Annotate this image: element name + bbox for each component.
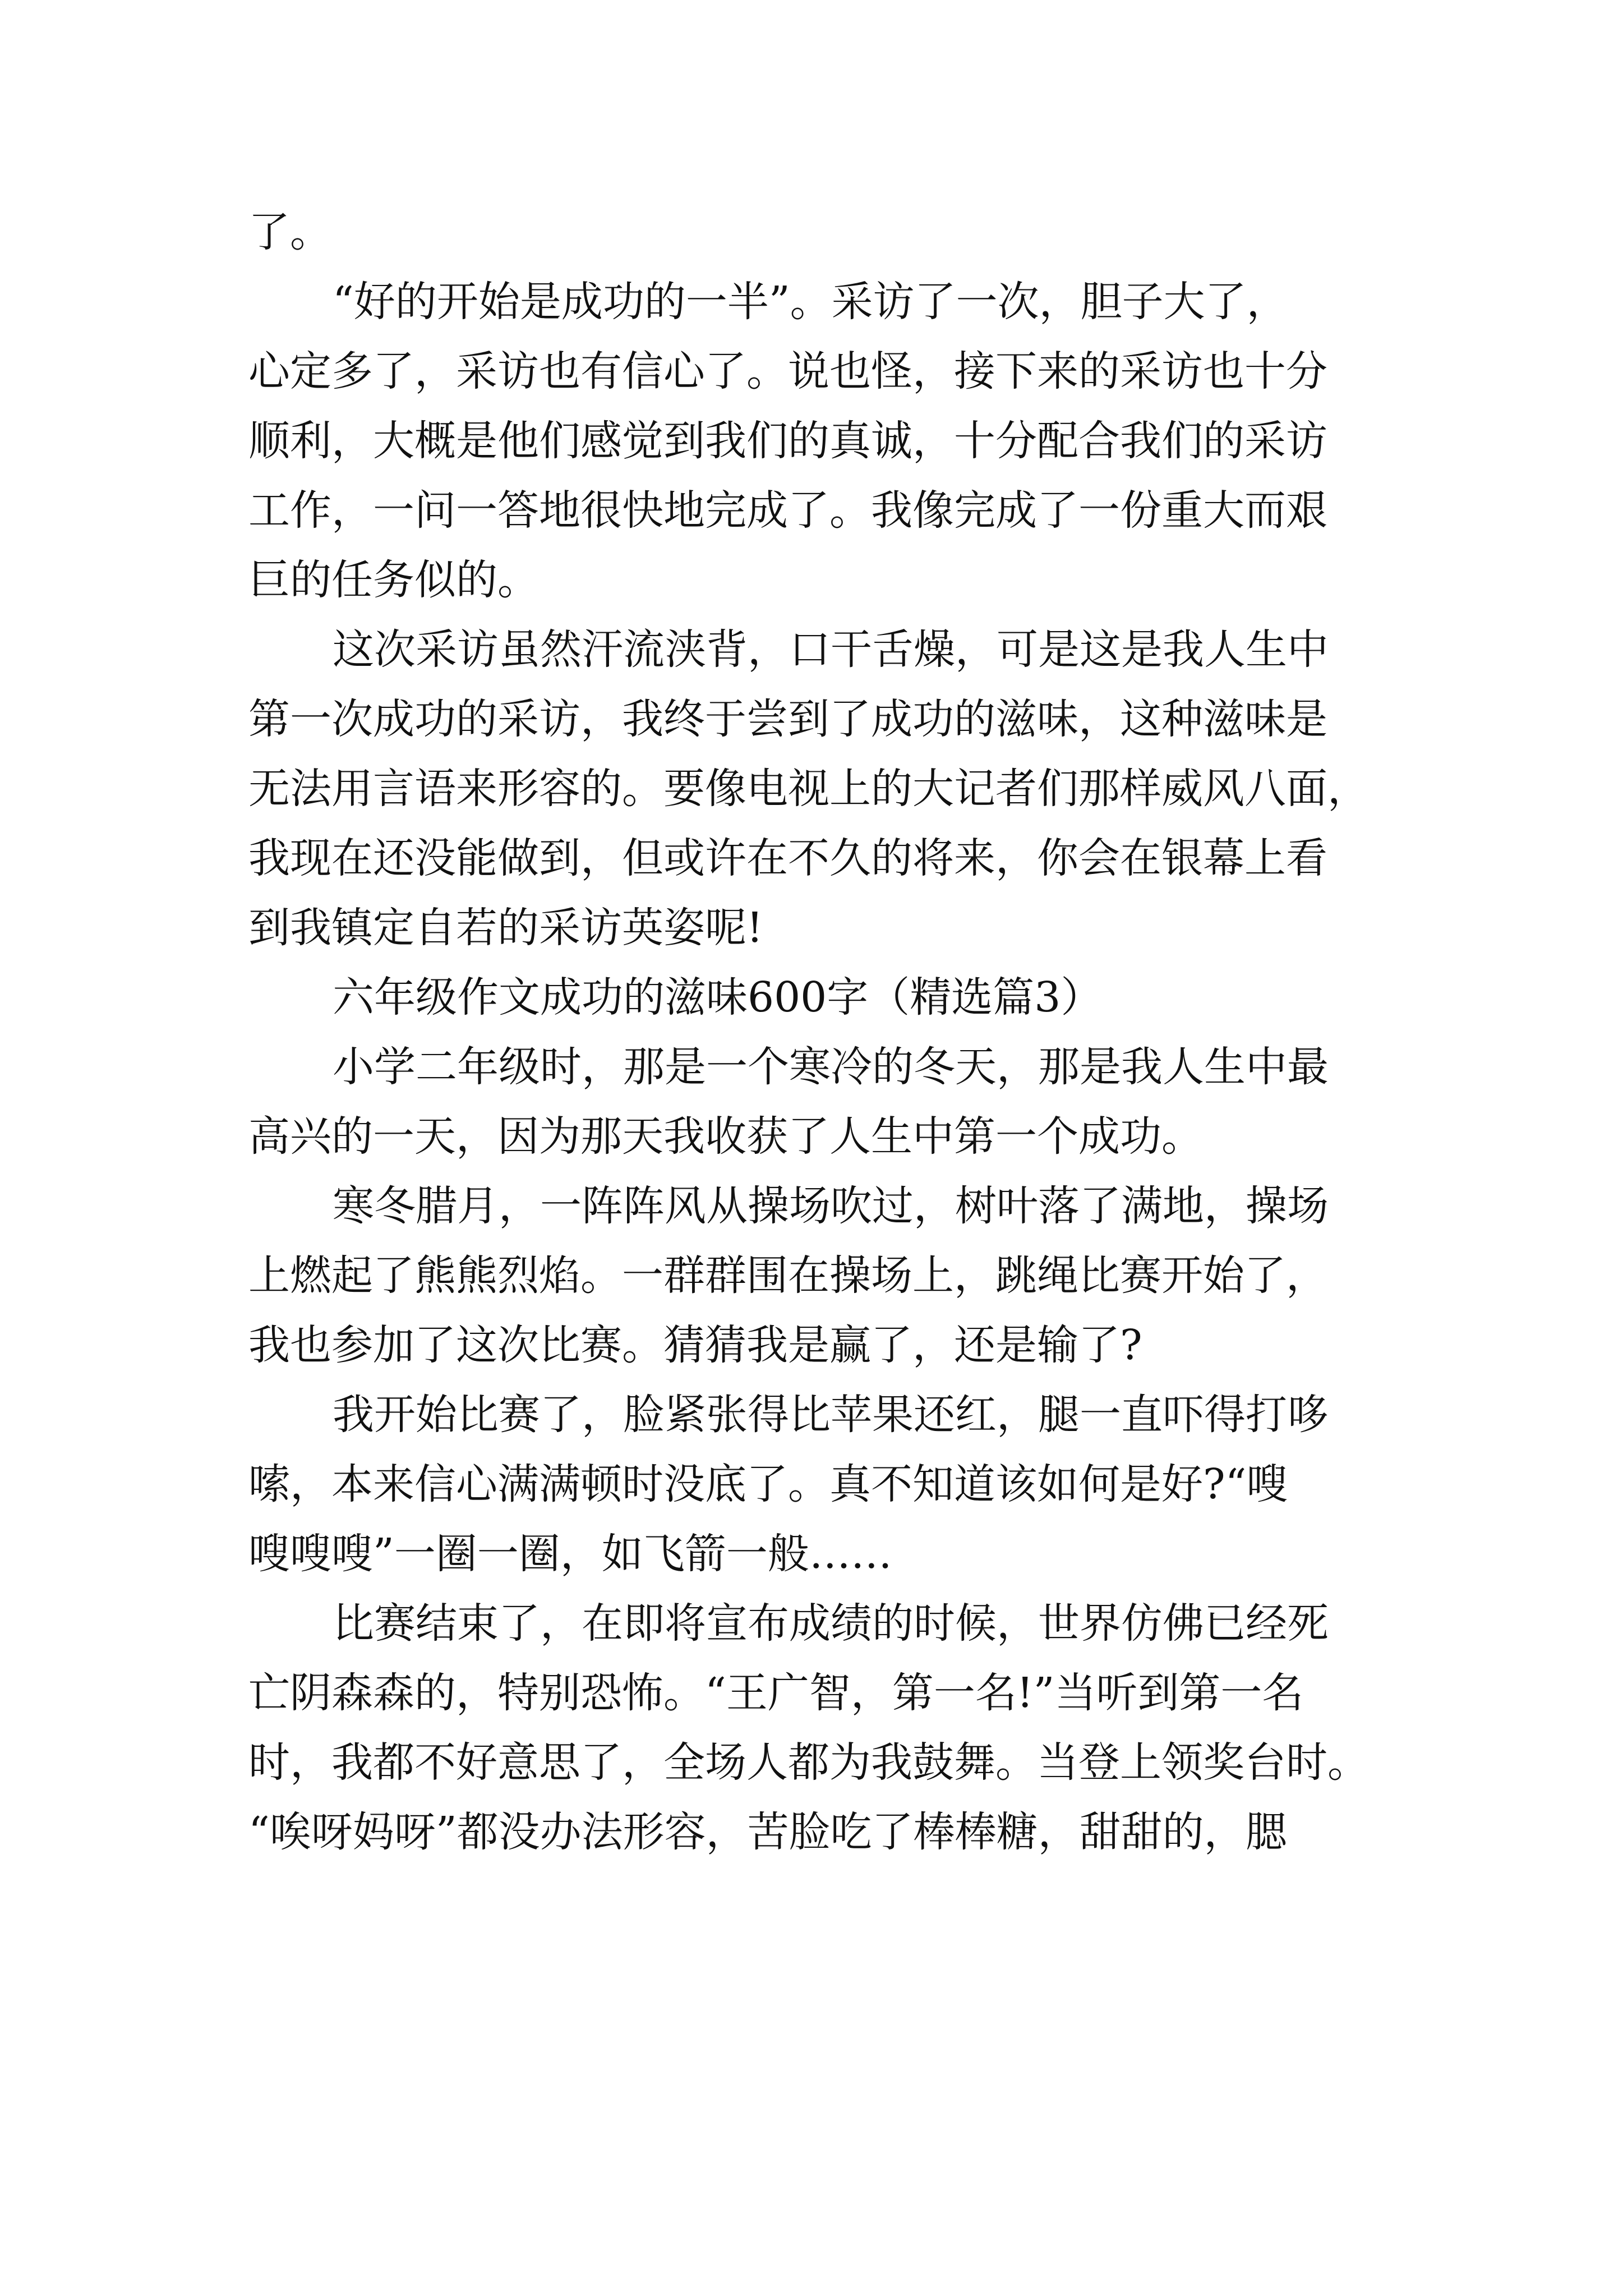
essay-body [248,197,1404,1867]
text-line: 到我镇定自若的采访英姿呢! [248,904,763,952]
text-line: 嗦，本来信心满满顿时没底了。真不知道该如何是好?“嗖 [248,1460,1288,1508]
text-line: 顺利，大概是他们感觉到我们的真诚，十分配合我们的采访 [248,417,1327,465]
text-line: “好的开始是成功的一半”。采访了一次，胆子大了， [333,278,1288,326]
text-line: 高兴的一天，因为那天我收获了人生中第一个成功。 [248,1112,1203,1161]
text-line: 亡阴森森的，特别恐怖。“王广智，第一名!”当听到第一名 [248,1669,1304,1717]
text-line: 上燃起了熊熊烈焰。一群群围在操场上，跳绳比赛开始了， [248,1251,1327,1300]
text-line: 这次采访虽然汗流浃背，口干舌燥，可是这是我人生中 [333,625,1329,674]
text-line: 无法用言语来形容的。要像电视上的大记者们那样威风八面， [248,765,1369,813]
text-line: “唉呀妈呀”都没办法形容，苦脸吃了棒棒糖，甜甜的，腮 [248,1808,1287,1856]
text-line: 嗖嗖嗖”一圈一圈，如飞箭一般…… [248,1530,892,1578]
text-line: 第一次成功的采访，我终于尝到了成功的滋味，这种滋味是 [248,695,1327,743]
text-line: 工作，一问一答地很快地完成了。我像完成了一份重大而艰 [248,486,1327,535]
section-heading: 六年级作文成功的滋味600字（精选篇3） [333,973,1103,1022]
text-line: 巨的任务似的。 [248,556,539,604]
text-line: 了。 [248,208,331,256]
text-line: 我也参加了这次比赛。猜猜我是赢了，还是输了? [248,1321,1142,1369]
text-line: 我开始比赛了，脸紧张得比苹果还红，腿一直吓得打哆 [333,1391,1329,1439]
text-line: 比赛结束了，在即将宣布成绩的时候，世界仿佛已经死 [333,1599,1329,1648]
text-line: 小学二年级时，那是一个寒冷的冬天，那是我人生中最 [333,1043,1329,1091]
text-line: 我现在还没能做到，但或许在不久的将来，你会在银幕上看 [248,834,1327,882]
text-line: 时，我都不好意思了，全场人都为我鼓舞。当登上领奖台时。 [248,1738,1369,1787]
text-line: 寒冬腊月，一阵阵风从操场吹过，树叶落了满地，操场 [333,1182,1329,1230]
text-line: 心定多了，采访也有信心了。说也怪，接下来的采访也十分 [248,347,1327,395]
